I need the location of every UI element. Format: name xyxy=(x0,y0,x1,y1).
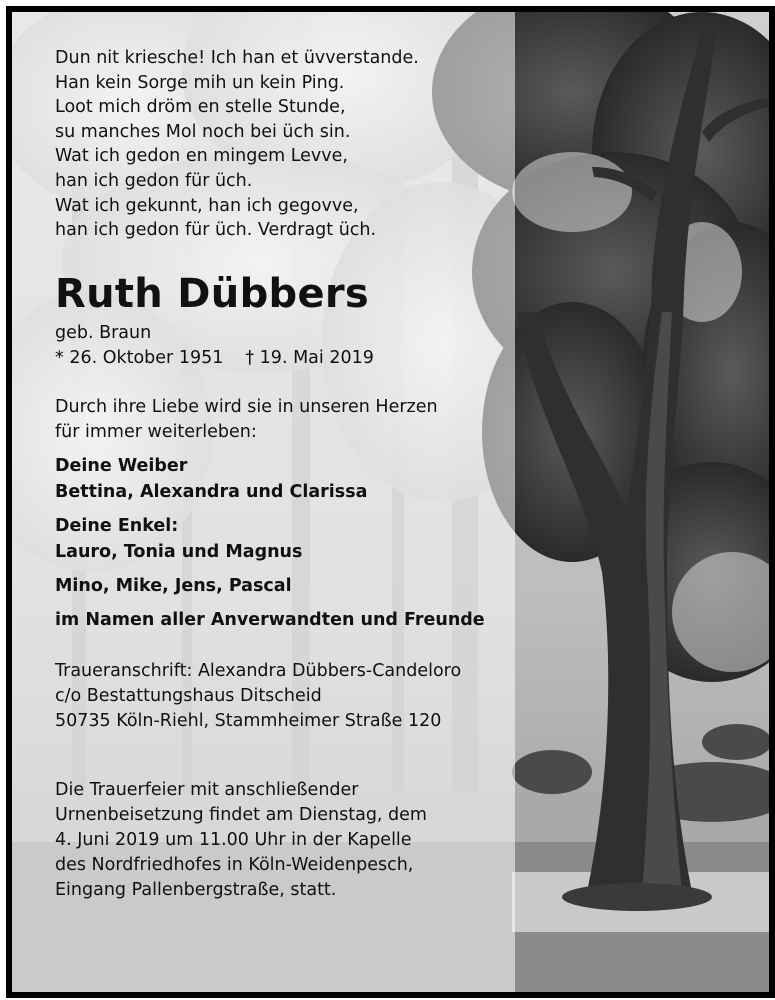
poem xyxy=(55,46,505,243)
funeral-line: Eingang Pallenbergstraße, statt. xyxy=(55,879,337,900)
address-line: c/o Bestattungshaus Ditscheid xyxy=(55,685,322,706)
life-dates xyxy=(55,346,505,371)
poem-line: Loot mich dröm en stelle Stunde, xyxy=(55,97,346,118)
mourning-address xyxy=(55,659,505,734)
address-line: 50735 Köln-Riehl, Stammheimer Straße 120 xyxy=(55,710,442,731)
mourner-group-3 xyxy=(55,573,505,599)
poem-line: Han kein Sorge mih un kein Ping. xyxy=(55,72,345,93)
funeral-line: Urnenbeisetzung findet am Dienstag, dem xyxy=(55,804,427,825)
group-names: Bettina, Alexandra und Clarissa xyxy=(55,481,368,502)
poem-line: han ich gedon für üch. Verdragt üch. xyxy=(55,220,377,241)
funeral-line: 4. Juni 2019 um 11.00 Uhr in der Kapelle xyxy=(55,829,412,850)
poem-line: Wat ich gekunnt, han ich gegovve, xyxy=(55,195,359,216)
poem-line: han ich gedon für üch. xyxy=(55,170,253,191)
funeral-line: des Nordfriedhofes in Köln-Weidenpesch, xyxy=(55,854,414,875)
mourner-group-1 xyxy=(55,453,505,505)
obituary-text xyxy=(55,46,505,903)
deceased-name: Ruth Dübbers xyxy=(55,270,370,317)
address-line: Traueranschrift: Alexandra Dübbers-Candeloro xyxy=(55,660,462,681)
group-names: Mino, Mike, Jens, Pascal xyxy=(55,575,292,596)
intro-text xyxy=(55,395,505,445)
obituary-frame xyxy=(6,6,775,998)
mourner-group-2 xyxy=(55,513,505,565)
group-title: Deine Enkel: xyxy=(55,515,179,536)
maiden-name: geb. Braun xyxy=(55,322,152,343)
poem-line: Dun nit kriesche! Ich han et üvverstande. xyxy=(55,48,419,68)
funeral-line: Die Trauerfeier mit anschließender xyxy=(55,779,359,800)
intro-line: Durch ihre Liebe wird sie in unseren Herzen xyxy=(55,396,438,417)
closing-line: im Namen aller Anverwandten und Freunde xyxy=(55,609,485,630)
funeral-info xyxy=(55,778,505,903)
poem-line: Wat ich gedon en mingem Levve, xyxy=(55,146,348,167)
death-date: † 19. Mai 2019 xyxy=(245,347,374,368)
poem-line: su manches Mol noch bei üch sin. xyxy=(55,121,351,142)
birth-date: * 26. Oktober 1951 xyxy=(55,347,224,368)
group-title: Deine Weiber xyxy=(55,455,188,476)
intro-line: für immer weiterleben: xyxy=(55,421,257,442)
group-names: Lauro, Tonia und Magnus xyxy=(55,541,303,562)
mourner-closing xyxy=(55,607,505,633)
